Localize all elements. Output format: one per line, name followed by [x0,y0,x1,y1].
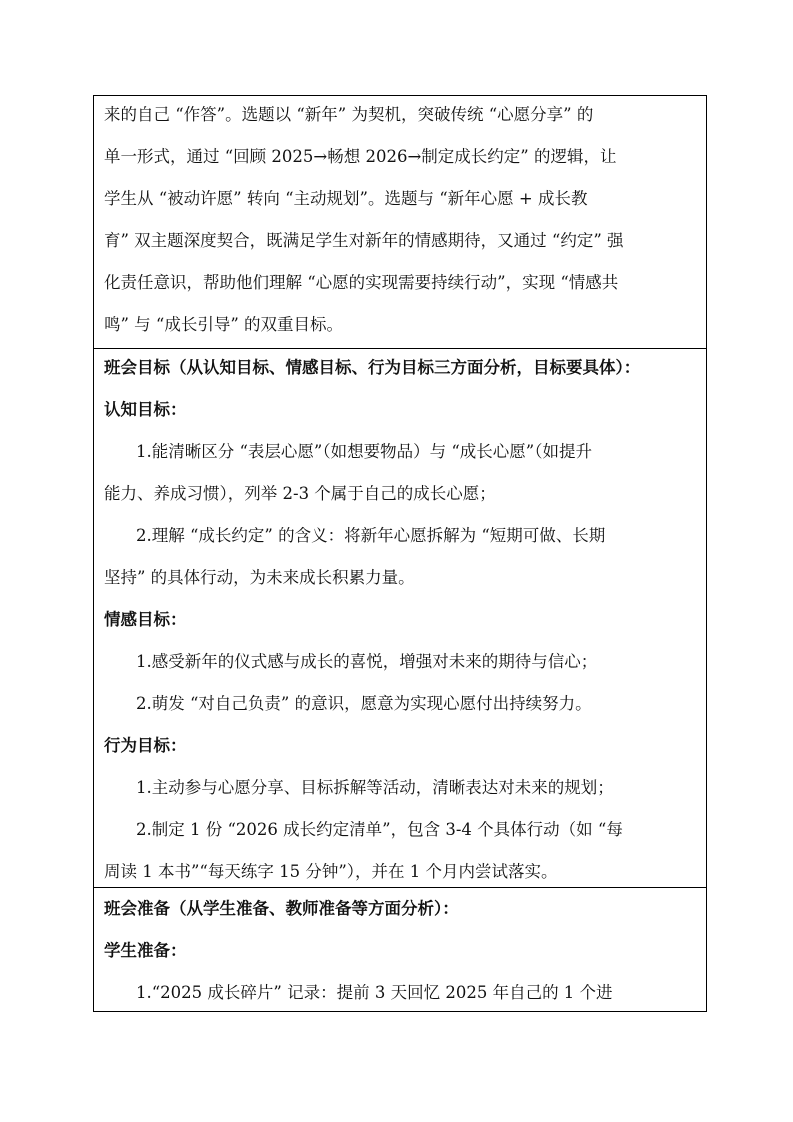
list-item: 能力、养成习惯），列举 2-3 个属于自己的成长心愿； [104,484,496,503]
paragraph-line: 单一形式，通过 “回顾 2025→畅想 2026→制定成长约定” 的逻辑，让 [104,147,617,166]
list-item: 1.感受新年的仪式感与成长的喜悦，增强对未来的期待与信心； [136,652,598,671]
objectives-heading: 班会目标（从认知目标、情感目标、行为目标三方面分析，目标要具体）： [104,358,641,377]
behavior-title: 行为目标： [104,736,187,755]
paragraph-line: 化责任意识，帮助他们理解 “心愿的实现需要持续行动”，实现 “情感共 [104,273,619,292]
list-item: 1.“2025 成长碎片” 记录：提前 3 天回忆 2025 年自己的 1 个进 [136,983,613,1002]
student-prep-title: 学生准备： [104,941,187,960]
emotional-title: 情感目标： [104,610,187,629]
row-divider [93,348,707,349]
paragraph-line: 学生从 “被动许愿” 转向 “主动规划”。选题与 “新年心愿 + 成长教 [104,189,588,208]
paragraph-line: 来的自己 “作答”。选题以 “新年” 为契机，突破传统 “心愿分享” 的 [104,105,594,124]
list-item: 坚持” 的具体行动，为未来成长积累力量。 [104,568,415,587]
list-item: 2.制定 1 份 “2026 成长约定清单”，包含 3-4 个具体行动（如 “每 [136,820,623,839]
paragraph-line: 鸣” 与 “成长引导” 的双重目标。 [104,315,344,334]
preparation-heading: 班会准备（从学生准备、教师准备等方面分析）： [104,899,459,918]
list-item: 2.理解 “成长约定” 的含义：将新年心愿拆解为 “短期可做、长期 [136,526,606,545]
cognitive-title: 认知目标： [104,400,187,419]
paragraph-line: 育” 双主题深度契合，既满足学生对新年的情感期待，又通过 “约定” 强 [104,231,624,250]
list-item: 2.萌发 “对自己负责” 的意识，愿意为实现心愿付出持续努力。 [136,694,592,713]
row-divider [93,887,707,888]
list-item: 周读 1 本书”“每天练字 15 分钟”），并在 1 个月内尝试落实。 [104,862,558,881]
list-item: 1.能清晰区分 “表层心愿”（如想要物品）与 “成长心愿”（如提升 [136,442,592,461]
list-item: 1.主动参与心愿分享、目标拆解等活动，清晰表达对未来的规划； [136,778,614,797]
